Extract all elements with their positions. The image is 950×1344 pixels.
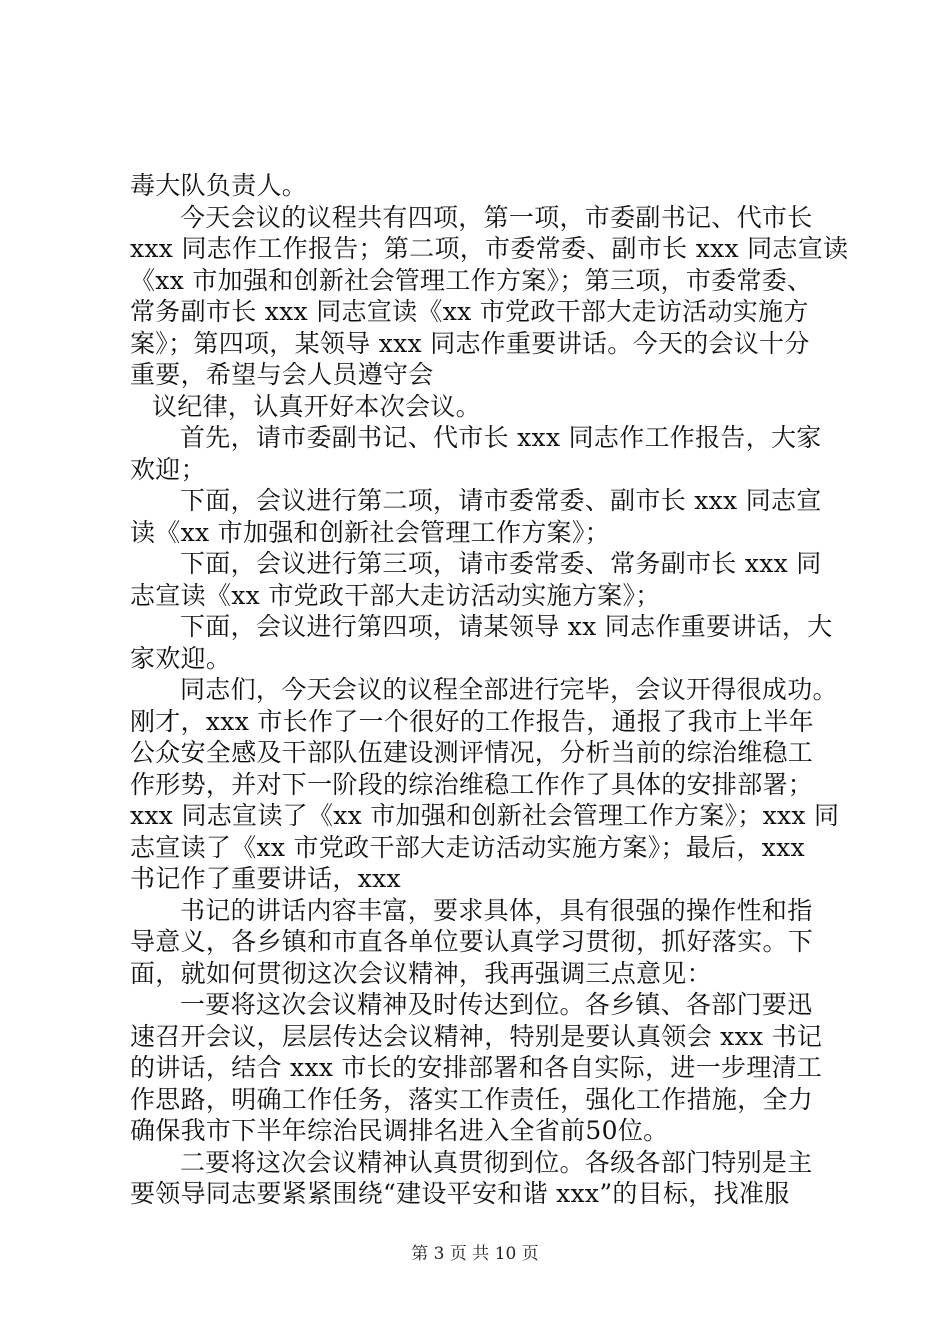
text-line: xxx 同志作工作报告；第二项，市委常委、副市长 xxx 同志宣读 bbox=[130, 234, 849, 263]
text-line: 书记作了重要讲话，xxx bbox=[130, 864, 401, 893]
text-line: 面，就如何贯彻这次会议精神，我再强调三点意见： bbox=[130, 958, 712, 988]
text-line: 《xx 市加强和创新社会管理工作方案》；第三项，市委常委、 bbox=[130, 265, 813, 295]
text-line: 首先，请市委副书记、代市长 xxx 同志作工作报告，大家 bbox=[180, 423, 822, 452]
text-line: 家欢迎。 bbox=[130, 643, 232, 673]
text-line: 同志们，今天会议的议程全部进行完毕，会议开得很成功。 bbox=[180, 675, 838, 704]
text-line: 今天会议的议程共有四项，第一项，市委副书记、代市长 bbox=[180, 202, 813, 232]
text-line: 重要，希望与会人员遵守会 bbox=[130, 360, 434, 389]
text-line: 速召开会议，层层传达会议精神，特别是要认真领会 xxx 书记 bbox=[130, 1021, 823, 1051]
text-line: 读《xx 市加强和创新社会管理工作方案》； bbox=[130, 517, 610, 547]
page-footer: 第 3 页 共 10 页 bbox=[411, 1244, 539, 1264]
text-line: 要领导同志要紧紧围绕“建设平安和谐 xxx”的目标，找准服 bbox=[130, 1179, 790, 1208]
text-line: 下面，会议进行第四项，请某领导 xx 同志作重要讲话，大 bbox=[180, 612, 833, 641]
text-line: 常务副市长 xxx 同志宣读《xx 市党政干部大走访活动实施方 bbox=[130, 297, 809, 326]
text-line: 导意义，各乡镇和市直各单位要认真学习贯彻，抓好落实。下 bbox=[130, 927, 814, 956]
text-line: 案》；第四项，某领导 xxx 同志作重要讲话。今天的会议十分 bbox=[130, 328, 810, 358]
text-line: 二要将这次会议精神认真贯彻到位。各级各部门特别是主 bbox=[180, 1147, 813, 1177]
text-line: 欢迎； bbox=[130, 454, 206, 484]
text-line: 下面，会议进行第三项，请市委常委、常务副市长 xxx 同 bbox=[180, 549, 822, 578]
text-line: 志宣读了《xx 市党政干部大走访活动实施方案》；最后，xxx bbox=[130, 832, 805, 862]
text-line: 志宣读《xx 市党政干部大走访活动实施方案》； bbox=[130, 580, 661, 610]
text-line: 下面，会议进行第二项，请市委常委、副市长 xxx 同志宣 bbox=[180, 486, 822, 515]
text-line: 的讲话，结合 xxx 市长的安排部署和各自实际，进一步理清工 bbox=[130, 1053, 823, 1082]
text-line: 刚才，xxx 市长作了一个很好的工作报告，通报了我市上半年 bbox=[130, 706, 814, 736]
text-line: 一要将这次会议精神及时传达到位。各乡镇、各部门要迅 bbox=[180, 990, 813, 1019]
text-line: 毒大队负责人。 bbox=[130, 171, 308, 200]
text-line: 议纪律，认真开好本次会议。 bbox=[152, 391, 481, 421]
text-line: xxx 同志宣读了《xx 市加强和创新社会管理工作方案》；xxx 同 bbox=[130, 801, 840, 830]
text-line: 书记的讲话内容丰富，要求具体，具有很强的操作性和指 bbox=[180, 895, 813, 925]
document-body bbox=[130, 170, 850, 1210]
text-line: 作形势，并对下一阶段的综治维稳工作作了具体的安排部署； bbox=[130, 769, 814, 799]
text-line: 公众安全感及干部队伍建设测评情况，分析当前的综治维稳工 bbox=[130, 738, 814, 767]
text-line: 作思路，明确工作任务，落实工作责任，强化工作措施，全力 bbox=[130, 1084, 814, 1114]
text-line: 确保我市下半年综治民调排名进入全省前50位。 bbox=[130, 1116, 669, 1145]
